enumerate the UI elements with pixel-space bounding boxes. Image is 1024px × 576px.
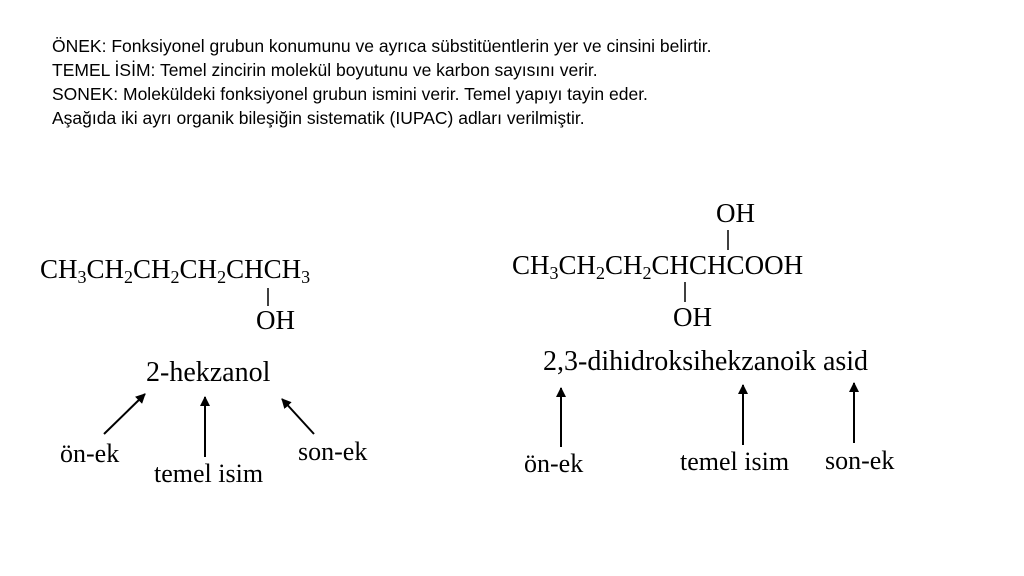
acid-suffix-label: son-ek [825,446,895,475]
intro-line-root: TEMEL İSİM: Temel zincirin molekül boyutunu ve karbon sayısını verir. [52,60,598,80]
formula-group: CHCHCOOH [651,250,804,280]
acid-prefix-label: ön-ek [524,449,584,478]
hexanol-name: 2-hekzanol [146,357,271,388]
formula-subscript: 3 [549,263,559,283]
formula-group: CH [179,254,218,284]
hexanol-suffix-label: son-ek [298,437,368,466]
acid-root-label: temel isim [680,447,790,476]
hexanol-oh-group: OH [256,305,295,335]
formula-group: CH [558,250,597,280]
acid-oh-bottom-group: OH [673,302,712,332]
formula-subscript: 2 [170,267,180,287]
acid-name: 2,3-dihidroksihekzanoik asid [543,346,869,377]
formula-subscript: 2 [217,267,227,287]
intro-line-prefix: ÖNEK: Fonksiyonel grubun konumunu ve ayrıca sübstitüentlerin yer ve cinsini belirtir. [52,36,712,56]
acid-oh-top-group: OH [716,198,755,228]
formula-subscript: 2 [596,263,606,283]
formula-group: CH [512,250,550,280]
formula-subscript: 2 [642,263,652,283]
hexanol-root-label: temel isim [154,459,264,488]
formula-subscript: 2 [124,267,134,287]
formula-group: CH [40,254,78,284]
formula-group: CH [605,250,643,280]
intro-line-suffix: SONEK: Moleküldeki fonksiyonel grubun ismini verir. Temel yapıyı tayin eder. [52,84,648,104]
formula-subscript: 3 [77,267,87,287]
formula-group: CH [86,254,125,284]
formula-group: CH [133,254,171,284]
hexanol-prefix-label: ön-ek [60,439,120,468]
formula-group: CHCH [226,254,302,284]
hexanol-suffix-arrow [282,399,314,434]
formula-subscript: 3 [301,267,311,287]
intro-line-examples: Aşağıda iki ayrı organik bileşiğin sistematik (IUPAC) adları verilmiştir. [52,108,585,128]
hexanol-prefix-arrow [104,394,145,434]
